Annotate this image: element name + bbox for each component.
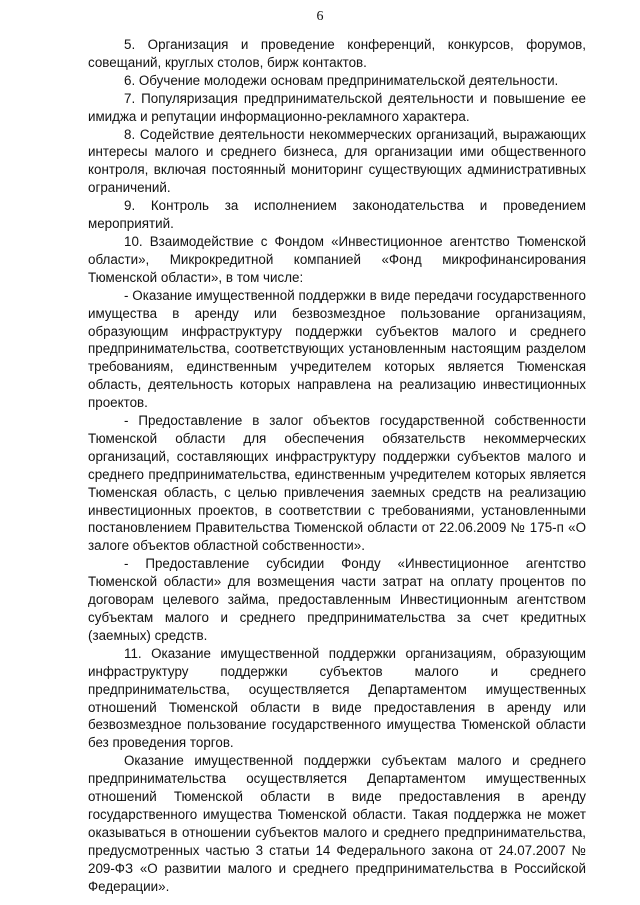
document-body xyxy=(88,36,586,896)
paragraph-item-9: 9. Контроль за исполнением законодательства и проведением мероприятий. xyxy=(88,198,586,232)
paragraph-subitem-subsidy: - Предоставление субсидии Фонду «Инвестиционное агентство Тюменской области» для возмещения части затрат на оплату процентов по договорам целевого займа, предоставленным Инвестиционным агентством субъектам малого и среднего предпринимательства за счет кредитных (заемных) средств. xyxy=(88,556,586,643)
paragraph-subitem-collateral: - Предоставление в залог объектов государственной собственности Тюменской области для обеспечения обязательств некоммерческих организаций, составляющих инфраструктуру поддержки субъектов малого и среднего предпринимательства, единственным учредителем которых является Тюменская область, с целью привлечения заемных средств на реализацию инвестиционных проектов, в соответствии с требованиями, установленными постановлением Правительства Тюменской области от 22.06.2009 № 175-п «О залоге объектов областной собственности». xyxy=(88,413,586,554)
page-number: 6 xyxy=(316,9,324,24)
paragraph-item-11: 11. Оказание имущественной поддержки организациям, образующим инфраструктуру поддержки субъектов малого и среднего предпринимательства, осуществляется Департаментом имущественных отношений Тюменской области в виде предоставления в аренду или безвозмездное пользование государственного имущества Тюменской области без проведения торгов. xyxy=(88,645,586,751)
paragraph-property-support-sme: Оказание имущественной поддержки субъектам малого и среднего предпринимательства осуществляется Департаментом имущественных отношений Тюменской области в виде предоставления в аренду государственного имущества Тюменской области. Такая поддержка не может оказываться в отношении субъектов малого и среднего предпринимательства, предусмотренных частью 3 статьи 14 Федерального закона от 24.07.2007 № 209-ФЗ «О развитии малого и среднего предпринимательства в Российской Федерации». xyxy=(88,753,586,894)
paragraph-item-5: 5. Организация и проведение конференций, конкурсов, форумов, совещаний, круглых столов, бирж контактов. xyxy=(88,37,586,70)
paragraph-item-6: 6. Обучение молодежи основам предпринимательской деятельности. xyxy=(124,72,559,88)
paragraph-item-8: 8. Содействие деятельности некоммерческих организаций, выражающих интересы малого и среднего бизнеса, для организации ими общественного контроля, включая постоянный мониторинг существующих административных ограничений. xyxy=(88,126,586,196)
paragraph-item-7: 7. Популяризация предпринимательской деятельности и повышение ее имиджа и репутации информационно-рекламного характера. xyxy=(88,90,586,124)
paragraph-subitem-property-support: - Оказание имущественной поддержки в виде передачи государственного имущества в аренду или безвозмездное пользование организациям, образующим инфраструктуру поддержки субъектов малого и среднего предпринимательства, соответствующих установленным настоящим разделом требованиям, единственным учредителем которых является Тюменская область, деятельность которых направлена на реализацию инвестиционных проектов. xyxy=(88,287,586,411)
paragraph-item-10: 10. Взаимодействие с Фондом «Инвестиционное агентство Тюменской области», Микрокредитной компанией «Фонд микрофинансирования Тюменской области», в том числе: xyxy=(88,233,586,285)
